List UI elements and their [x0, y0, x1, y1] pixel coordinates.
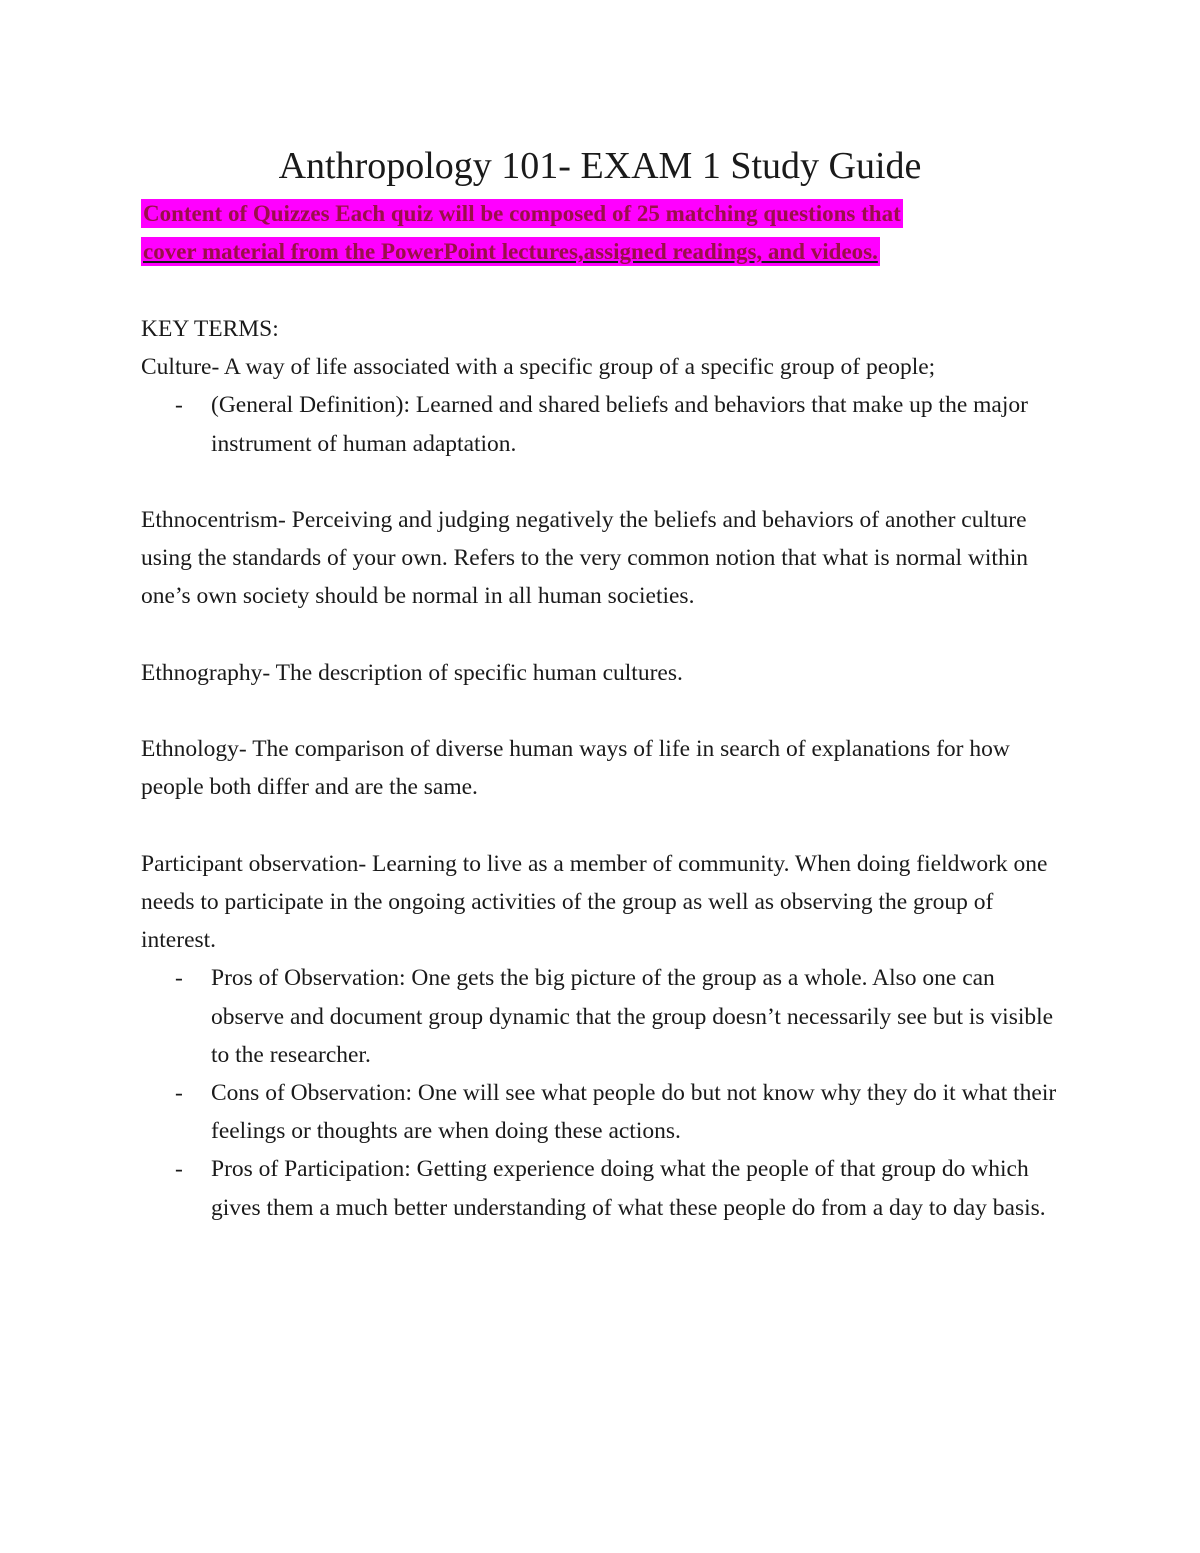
term-culture: Culture- A way of life associated with a specific group of a specific group of people;: [141, 354, 936, 381]
bullet-marker: -: [175, 392, 183, 419]
paragraph-spacer: [141, 463, 1066, 501]
page-title: Anthropology 101- EXAM 1 Study Guide: [278, 145, 922, 187]
bullet-text: (General Definition): Learned and shared beliefs and behaviors that make up the major instrument of human adaptation.: [211, 392, 1028, 457]
document-body: [141, 310, 1066, 1227]
term-participant-observation: Participant observation- Learning to live as a member of community. When doing fieldwork one needs to participate in the ongoing activities of the group as well as observing the group of interest.: [141, 850, 1048, 954]
list-item: [141, 1074, 1066, 1150]
bullet-text: Pros of Observation: One gets the big picture of the group as a whole. Also one can observe and document group dynamic that the group doesn’t necessarily see but is visible to the researcher.: [211, 965, 1054, 1068]
paragraph-spacer: [141, 616, 1066, 654]
term-ethnocentrism: Ethnocentrism- Perceiving and judging negatively the beliefs and behaviors of another culture using the standards of your own. Refers to the very common notion that what is normal within one’s own society should be normal in all human societies.: [141, 507, 1028, 610]
list-item: [141, 1150, 1066, 1226]
participant-observation-bullets: [141, 959, 1066, 1226]
bullet-marker: -: [175, 1080, 183, 1106]
list-item: [141, 959, 1066, 1074]
bullet-text: Cons of Observation: One will see what people do but not know why they do it what their feelings or thoughts are when doing these actions.: [211, 1080, 1057, 1145]
term-ethnology: Ethnology- The comparison of diverse human ways of life in search of explanations for how people both differ and are the same.: [141, 736, 1010, 801]
bullet-marker: -: [175, 965, 183, 992]
highlight-line-1: Content of Quizzes Each quiz will be composed of 25 matching questions that: [143, 201, 901, 226]
paragraph-spacer: [141, 692, 1066, 730]
paragraph-spacer: [141, 807, 1066, 845]
term-ethnography: Ethnography- The description of specific human cultures.: [141, 659, 683, 686]
list-item: [141, 386, 1066, 462]
highlight-line-2: cover material from the PowerPoint lectures,assigned readings, and videos.: [143, 239, 878, 264]
quiz-content-highlight: [141, 195, 1061, 271]
culture-bullets: [141, 386, 1066, 462]
bullet-marker: -: [175, 1156, 183, 1183]
key-terms-heading: KEY TERMS:: [141, 316, 279, 342]
bullet-text: Pros of Participation: Getting experience doing what the people of that group do which gives them a much better understanding of what these people do from a day to day basis.: [211, 1156, 1046, 1221]
